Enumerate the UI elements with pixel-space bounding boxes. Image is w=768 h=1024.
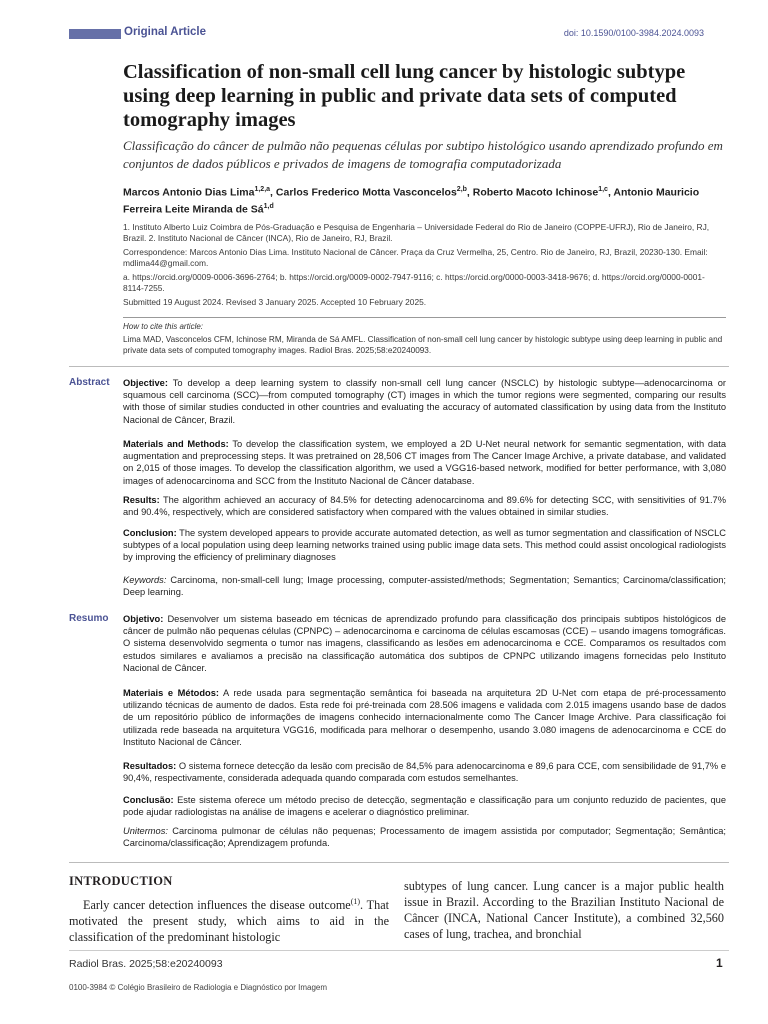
abstract-keywords-text: Carcinoma, non-small-cell lung; Image processing, computer-assisted/methods; Segmentation; Semantics; Carcinoma/classification; Deep learning. [123, 575, 726, 598]
abstract-keywords [123, 574, 726, 598]
resumo-objective-label: Objetivo: [123, 614, 164, 624]
resumo-conclusion-label: Conclusão: [123, 795, 174, 805]
footer-copyright: 0100-3984 © Colégio Brasileiro de Radiologia e Diagnóstico por Imagem [69, 983, 328, 992]
footer-divider [69, 950, 729, 951]
abstract-conclusion-text: The system developed appears to provide accurate automated detection, as well as tumor segmentation and classification of NSCLC subtypes of a local population using deep learning networks trained using public image data sets. This method could assist oncological radiologists by improving the efficiency of preliminary diagnoses [123, 528, 726, 563]
header-color-bar [69, 29, 121, 39]
abstract-methods-text: To develop the classification system, we employed a 2D U-Net neural network for semantic segmentation, with data augmentation and preprocessing steps. It was pretrained on 28,506 CT images from The Cancer Image Archive, a private database, and validated on 2,015 of those images. To develop the classification algorithm, we used a VGG16-based network, modified for better performance, with 3,080 images of adenocarcinoma and SCC from the Instituto Nacional de Câncer database. [123, 439, 726, 486]
resumo-results-label: Resultados: [123, 761, 177, 771]
resumo-conclusion-text: Este sistema oferece um método preciso de detecção, segmentação e classificação para um conjunto reduzido de pacientes, que pode ajudar radiologistas na análise de imagens e acelerar o diagnóstico preliminar. [123, 795, 726, 818]
abstract-methods-label: Materials and Methods: [123, 439, 229, 449]
resumo-methods-label: Materiais e Métodos: [123, 688, 219, 698]
resumo-objective [123, 613, 726, 674]
author-separator: , [607, 186, 614, 199]
resumo-keywords-label: Unitermos: [123, 826, 168, 836]
submission-dates: Submitted 19 August 2024. Revised 3 January 2025. Accepted 10 February 2025. [123, 297, 427, 307]
abstract-label: Abstract [69, 377, 110, 388]
resumo-methods-text: A rede usada para segmentação semântica foi baseada na arquitetura 2D U-Net com etapa de pré-processamento utilizando técnicas de aumento de dados. Esta rede foi pré-treinada com 28.506 imagens e validada com 2.015 imagens usando base de dados de um repositório público de informações de imagens conhecido internacionalmente como The Cancer Image Archive. Para classificação foi utilizada rede baseada na arquitetura VGG16, modificada para melhorar o desempenho, usando 3.080 imagens de adenocarcinoma e CCE do Instituto Nacional de Câncer. [123, 688, 726, 747]
abstract-methods [123, 438, 726, 487]
author-affiliation-marker: 2,b [456, 186, 467, 193]
body-text: . That motivated the present study, which aims to aid in the classification of the predominant histologic [69, 898, 389, 945]
resumo-label: Resumo [69, 613, 109, 624]
author-name: Antonio Mauricio Ferreira Leite Miranda de Sá [123, 186, 700, 215]
abstract-results-label: Results: [123, 495, 160, 505]
how-to-cite-box [123, 317, 726, 362]
author-affiliation-marker: 1,2,a [254, 186, 271, 193]
body-column-left [69, 894, 389, 945]
resumo-objective-text: Desenvolver um sistema baseado em técnicas de aprendizado profundo para classificação dos principais subtipos histológicos de câncer de pulmão não pequenas células (CPNPC) – adenocarcinoma e carcinoma de células escamosas (CCE) – usando imagens tomográficas. O sistema desenvolvido segmenta o tumor nas imagens, classificando as lesões em adenocarcinoma e CCE. Comparamos os resultados com estudos similares e avaliamos a precisão na classificação automática dos subtipos de CPNPC utilizando imagens fornecidas pelo Instituto Nacional de Câncer. [123, 614, 726, 673]
resumo-results-text: O sistema fornece detecção da lesão com precisão de 84,5% para adenocarcinoma e 89,6 para CCE, com sensibilidade de 91,7% e 90,4%, respectivamente, considerada adequada quando comparada com estudos semelhantes. [123, 761, 726, 784]
author-separator: , [270, 186, 276, 199]
correspondence: Correspondence: Marcos Antonio Dias Lima. Instituto Nacional de Câncer. Praça da Cruz Vermelha, 25, Centro. Rio de Janeiro, RJ, Brazil, 20230-130. Email: mdlima44@gmail.com. [123, 247, 708, 268]
author-affiliation-marker: 1,d [263, 202, 274, 210]
author-affiliation-marker: 1,c [598, 186, 608, 193]
how-to-cite-label: How to cite this article: [123, 322, 204, 331]
citation-reference[interactable]: (1) [350, 897, 361, 906]
resumo-results [123, 760, 726, 784]
abstract-results-text: The algorithm achieved an accuracy of 84.5% for detecting adenocarcinoma and 89.6% for detecting SCC, with sensitivities of 91.7% and 90.4%, respectively, which are considered satisfactory when compared with the values obtained in similar studies. [123, 495, 726, 518]
resumo-conclusion [123, 794, 726, 818]
article-title-portuguese: Classificação do câncer de pulmão não pequenas células por subtipo histológico usando aprendizado profundo em conjuntos de dados públicos e privados de imagens de tomografia computadorizada [123, 138, 723, 171]
article-type: Original Article [124, 26, 207, 38]
body-text: Early cancer detection influences the disease outcome [83, 898, 351, 913]
article-title: Classification of non-small cell lung cancer by histologic subtype using deep learning in public and private data sets of computed tomography images [123, 61, 686, 131]
abstract-objective-label: Objective: [123, 378, 168, 388]
body-column-right: subtypes of lung cancer. Lung cancer is a major public health issue in Brazil. According to the Brazilian Instituto Nacional de Câncer (INCA, National Cancer Institute), a combined 32,560 cases of lung, trachea, and bronchial [404, 879, 724, 941]
doi-link[interactable]: doi: 10.1590/0100-3984.2024.0093 [563, 28, 704, 38]
page-number: 1 [716, 956, 723, 970]
abstract-conclusion-label: Conclusion: [123, 528, 177, 538]
abstract-conclusion [123, 527, 726, 564]
how-to-cite-text: Lima MAD, Vasconcelos CFM, Ichinose RM, Miranda de Sá AMFL. Classification of non-small cell lung cancer by histologic subtype using deep learning in public and private data sets of computed tomography images. Radiol Bras. 2025;58:e20240093. [123, 335, 723, 355]
abstract-results [123, 494, 726, 518]
affiliations: 1. Instituto Alberto Luiz Coimbra de Pós-Graduação e Pesquisa de Engenharia – Universidade Federal do Rio de Janeiro (COPPE-UFRJ), Rio de Janeiro, RJ, Brazil. 2. Instituto Nacional de Câncer (INCA), Rio de Janeiro, RJ, Brazil. [123, 222, 710, 243]
divider [69, 366, 729, 367]
author-separator: , [466, 186, 473, 199]
footer-journal-citation: Radiol Bras. 2025;58:e20240093 [69, 958, 223, 970]
resumo-keywords-text: Carcinoma pulmonar de células não pequenas; Processamento de imagem assistida por computador; Segmentação; Semântica; Carcinoma/classificação; Aprendizagem profunda. [123, 826, 726, 849]
resumo-keywords [123, 825, 726, 849]
author-name: Carlos Frederico Motta Vasconcelos [275, 186, 457, 199]
author-list [123, 183, 723, 216]
section-heading-introduction: INTRODUCTION [69, 874, 173, 888]
resumo-methods [123, 687, 726, 748]
abstract-keywords-label: Keywords: [123, 575, 167, 585]
author-name: Roberto Macoto Ichinose [472, 186, 599, 199]
divider [69, 862, 729, 863]
abstract-objective-text: To develop a deep learning system to classify non-small cell lung cancer (NSCLC) by histologic subtype—adenocarcinoma or squamous cell carcinoma (SCC)—from computed tomography (CT) images in which the tumor regions were segmented, comparing our results with those of similar studies conducted in other countries and evaluating the accuracy of automated classification by using data from the Instituto Nacional de Câncer, Brazil. [123, 378, 726, 425]
author-name: Marcos Antonio Dias Lima [123, 186, 255, 199]
orcid-links[interactable]: a. https://orcid.org/0009-0006-3696-2764; b. https://orcid.org/0009-0002-7947-9116; c. https://orcid.org/0000-0003-3418-9676; d. https://orcid.org/0000-0001-8114-7255. [123, 272, 705, 293]
abstract-objective [123, 377, 726, 426]
